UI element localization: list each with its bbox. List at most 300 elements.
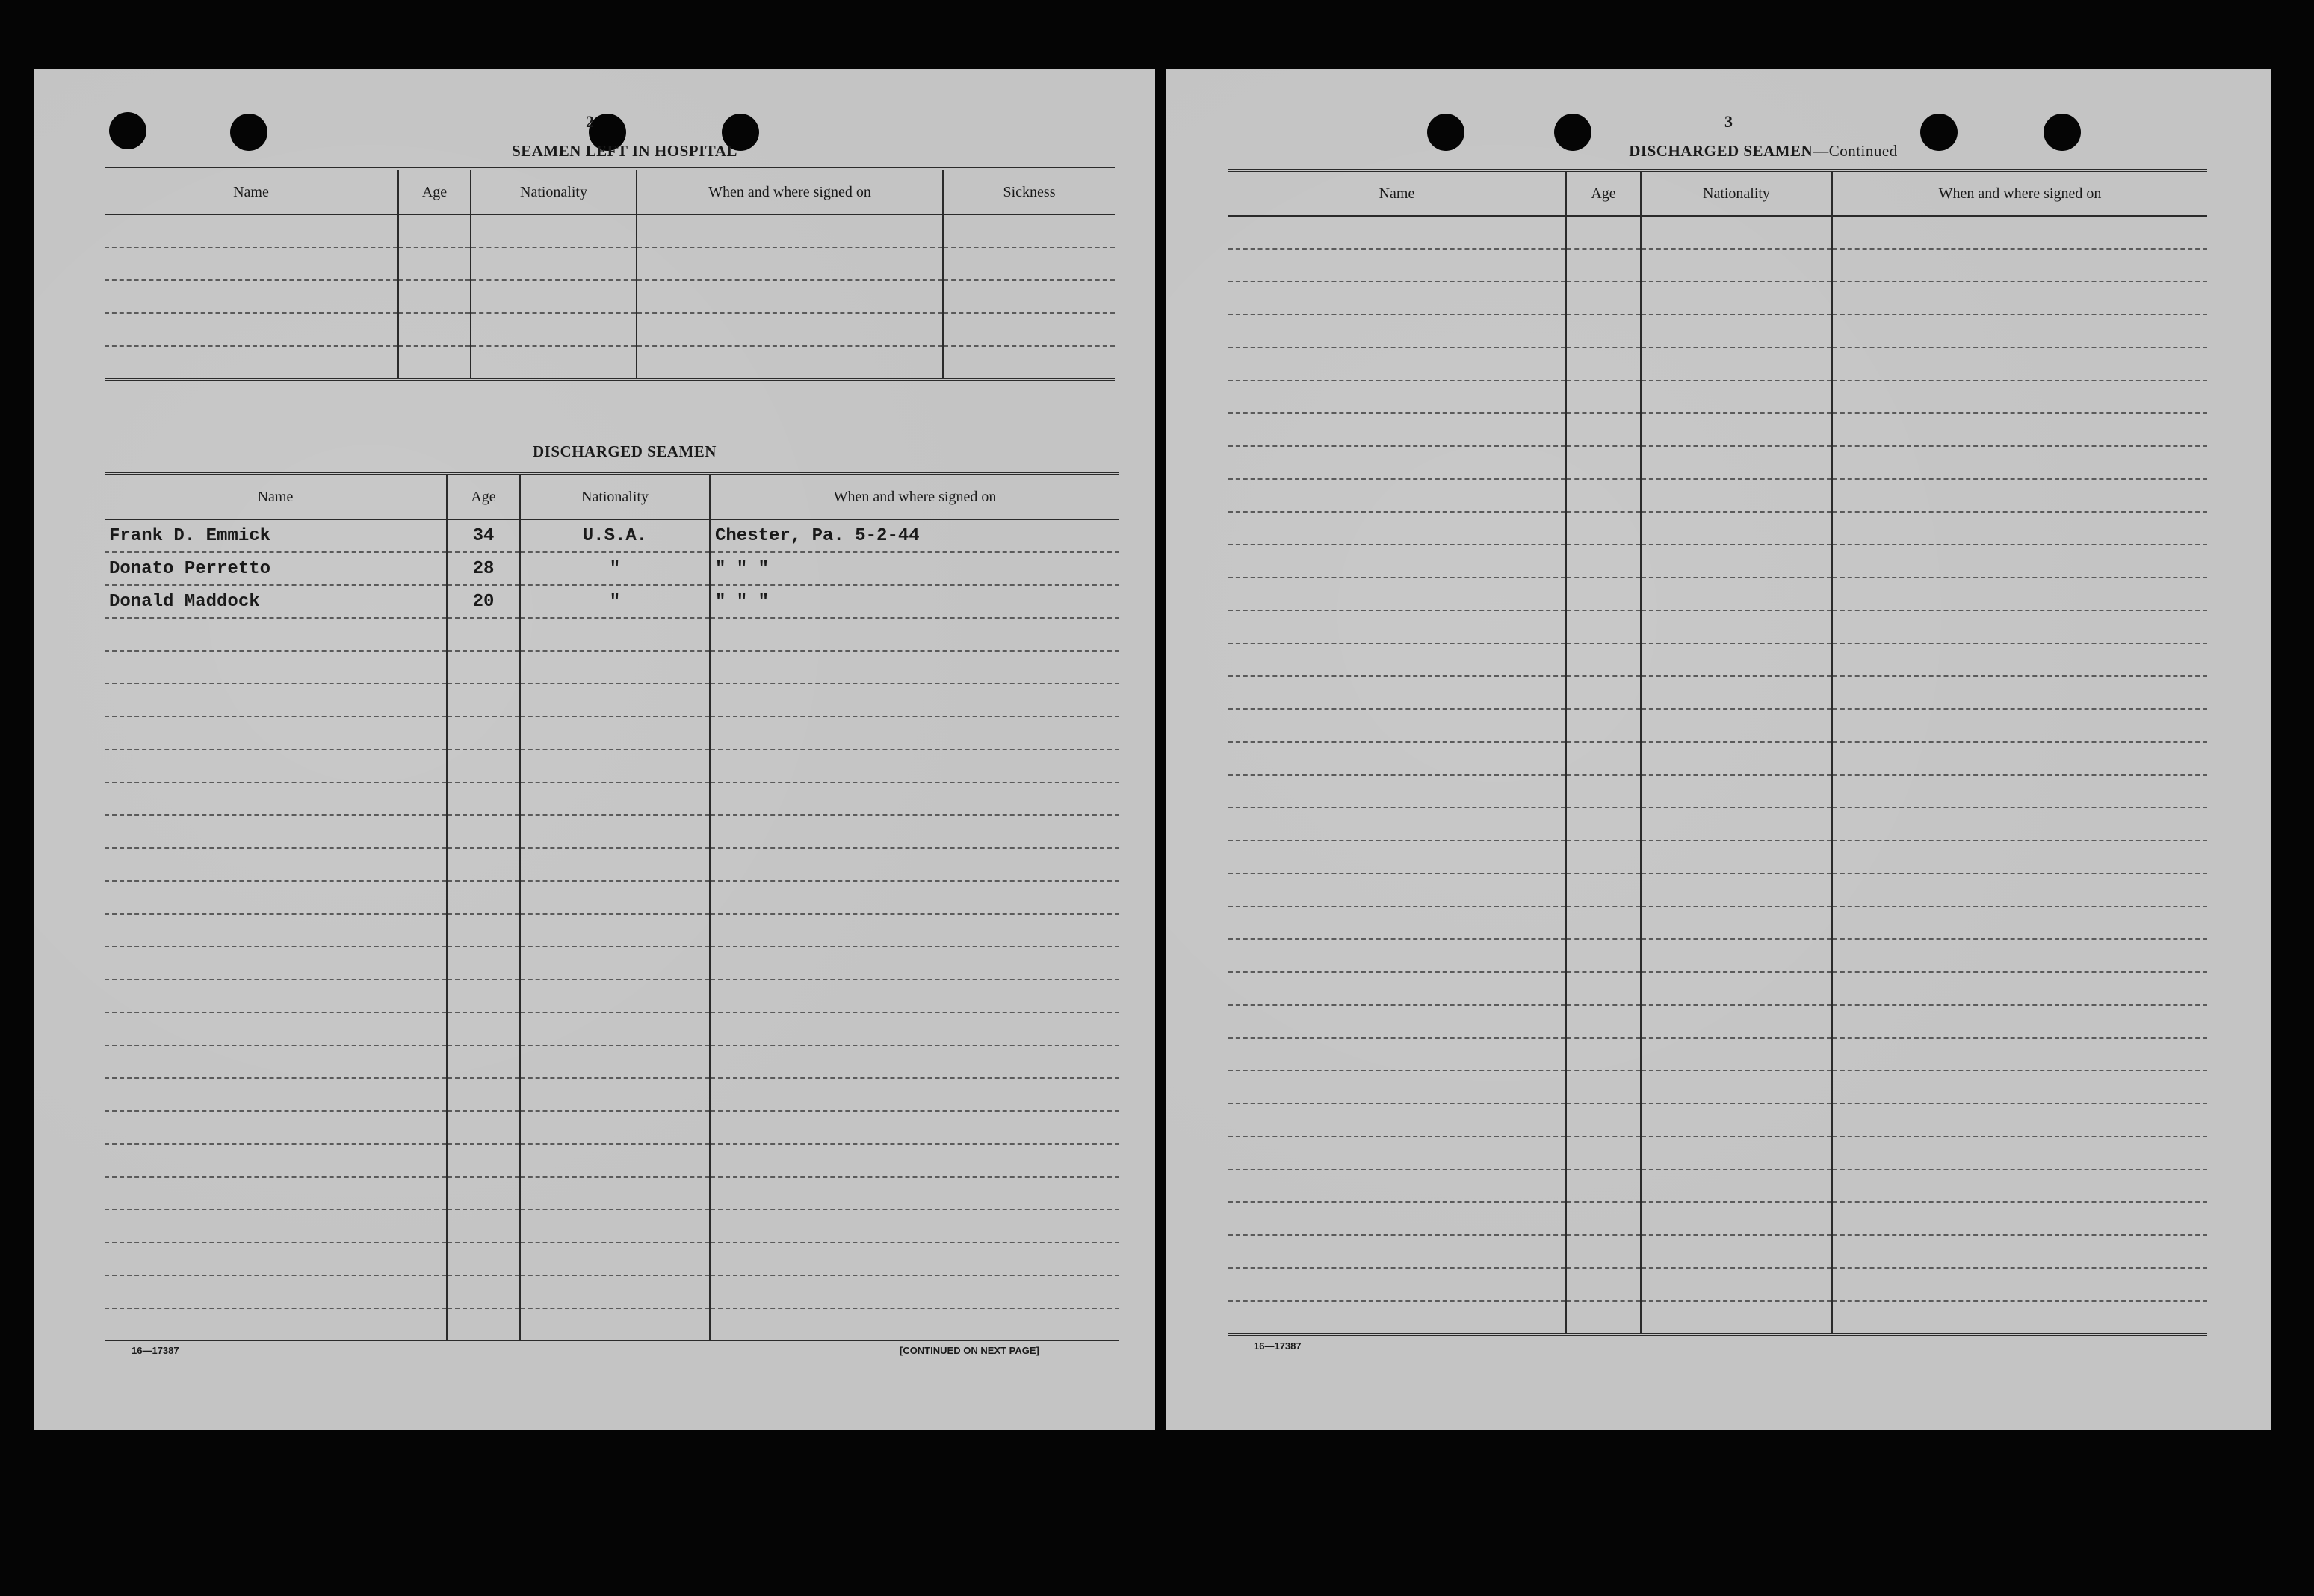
table-row (1228, 742, 2207, 775)
binder-hole (1427, 114, 1464, 151)
nationality-cell (1641, 479, 1832, 512)
form-number: 16—17387 (1254, 1340, 1302, 1352)
name-cell (105, 618, 447, 651)
age-cell (447, 684, 520, 717)
nationality-cell (520, 1078, 710, 1111)
age-cell (1566, 742, 1641, 775)
nationality-cell (520, 651, 710, 684)
signed-on-cell (1832, 315, 2207, 347)
table-row (1228, 610, 2207, 643)
name-cell (1228, 873, 1566, 906)
name-cell (1228, 1005, 1566, 1038)
nationality-cell (520, 618, 710, 651)
discharged-section-title: DISCHARGED SEAMEN (533, 442, 717, 460)
nationality-cell (520, 1045, 710, 1078)
table-row (1228, 545, 2207, 578)
table-row (1228, 1038, 2207, 1071)
age-cell (1566, 512, 1641, 545)
age-cell (447, 618, 520, 651)
signed-on-cell (710, 848, 1119, 881)
age-cell (1566, 1071, 1641, 1104)
nationality-cell (1641, 676, 1832, 709)
table-row (105, 881, 1119, 914)
age-cell (447, 749, 520, 782)
age-cell (447, 1045, 520, 1078)
nationality-cell (520, 782, 710, 815)
nationality-cell (1641, 939, 1832, 972)
signed-on-cell (1832, 808, 2207, 841)
age-cell (447, 1144, 520, 1177)
signed-on-cell (1832, 1235, 2207, 1268)
column-header: Name (1228, 170, 1566, 216)
name-cell (105, 717, 447, 749)
table-row (1228, 413, 2207, 446)
form-number: 16—17387 (132, 1345, 179, 1356)
name-cell (105, 1111, 447, 1144)
age-cell (1566, 545, 1641, 578)
age-cell (1566, 1235, 1641, 1268)
age-cell (1566, 610, 1641, 643)
signed-on-cell (1832, 512, 2207, 545)
nationality-cell (520, 881, 710, 914)
age-cell (1566, 841, 1641, 873)
nationality-cell (1641, 1301, 1832, 1334)
nationality-cell (1641, 446, 1832, 479)
age-cell (1566, 709, 1641, 742)
name-cell (105, 1078, 447, 1111)
age-cell (447, 1243, 520, 1275)
table-row (1228, 479, 2207, 512)
column-header: When and where signed on (637, 169, 943, 214)
table-row (1228, 216, 2207, 249)
nationality-cell (520, 815, 710, 848)
nationality-cell (1641, 216, 1832, 249)
signed-on-cell (1832, 578, 2207, 610)
column-header: Name (105, 169, 398, 214)
age-cell (1566, 1005, 1641, 1038)
column-header: Age (1566, 170, 1641, 216)
name-cell (105, 1275, 447, 1308)
age-cell (1566, 1104, 1641, 1136)
age-cell (447, 1275, 520, 1308)
table-row (105, 684, 1119, 717)
nationality-cell (1641, 315, 1832, 347)
continued-note: [CONTINUED ON NEXT PAGE] (900, 1345, 1039, 1356)
name-cell (1228, 643, 1566, 676)
nationality-cell (1641, 1268, 1832, 1301)
table-row (105, 1210, 1119, 1243)
age-cell (1566, 972, 1641, 1005)
name-cell (105, 914, 447, 947)
name-cell (1228, 709, 1566, 742)
name-cell (1228, 512, 1566, 545)
table-row (105, 914, 1119, 947)
column-header: Age (447, 474, 520, 519)
column-header: Age (398, 169, 471, 214)
name-cell (1228, 1104, 1566, 1136)
age-cell (1566, 1038, 1641, 1071)
nationality-cell (1641, 610, 1832, 643)
hospital-section-title: SEAMEN LEFT IN HOSPITAL (512, 142, 737, 160)
table-row (1228, 282, 2207, 315)
signed-on-cell (1832, 216, 2207, 249)
signed-on-cell (1832, 742, 2207, 775)
table-row (105, 618, 1119, 651)
name-cell (1228, 1169, 1566, 1202)
name-cell (105, 1308, 447, 1342)
table-row (1228, 906, 2207, 939)
signed-on-cell (1832, 446, 2207, 479)
signed-on-cell: " " " (710, 552, 1119, 585)
age-cell (447, 1308, 520, 1342)
signed-on-cell (710, 1045, 1119, 1078)
name-cell (1228, 1268, 1566, 1301)
signed-on-cell (710, 717, 1119, 749)
name-cell: Donato Perretto (105, 552, 447, 585)
nationality-cell (1641, 512, 1832, 545)
hospital-table (105, 167, 1115, 381)
nationality-cell (520, 1177, 710, 1210)
age-cell (447, 1078, 520, 1111)
signed-on-cell (1832, 709, 2207, 742)
table-row (1228, 1235, 2207, 1268)
age-cell (1566, 1202, 1641, 1235)
page-number: 3 (1724, 112, 1733, 131)
column-header: Nationality (1641, 170, 1832, 216)
column-header: When and where signed on (1832, 170, 2207, 216)
signed-on-cell (710, 947, 1119, 980)
name-cell (105, 1045, 447, 1078)
signed-on-cell (710, 815, 1119, 848)
nationality-cell (1641, 1136, 1832, 1169)
name-cell: Frank D. Emmick (105, 519, 447, 552)
nationality-cell (1641, 1104, 1832, 1136)
age-cell (447, 947, 520, 980)
signed-on-cell (1832, 1104, 2207, 1136)
table-row (105, 1111, 1119, 1144)
name-cell (105, 881, 447, 914)
nationality-cell (1641, 347, 1832, 380)
signed-on-cell (1832, 610, 2207, 643)
nationality-cell: U.S.A. (520, 519, 710, 552)
name-cell (1228, 216, 1566, 249)
name-cell (1228, 775, 1566, 808)
table-row (1228, 709, 2207, 742)
table-row (105, 782, 1119, 815)
nationality-cell (1641, 775, 1832, 808)
age-cell (1566, 578, 1641, 610)
nationality-cell (1641, 1235, 1832, 1268)
right-page (1166, 69, 2271, 1430)
age-cell (1566, 282, 1641, 315)
nationality-cell (1641, 1071, 1832, 1104)
name-cell (1228, 578, 1566, 610)
table-row (105, 1275, 1119, 1308)
signed-on-cell (1832, 1202, 2207, 1235)
signed-on-cell (710, 1144, 1119, 1177)
nationality-cell (1641, 709, 1832, 742)
table-row (105, 848, 1119, 881)
age-cell: 20 (447, 585, 520, 618)
table-row (105, 980, 1119, 1012)
signed-on-cell (1832, 1268, 2207, 1301)
nationality-cell (1641, 413, 1832, 446)
age-cell (447, 881, 520, 914)
table-row (1228, 841, 2207, 873)
age-cell (1566, 1169, 1641, 1202)
age-cell (1566, 249, 1641, 282)
age-cell (447, 848, 520, 881)
name-cell: Donald Maddock (105, 585, 447, 618)
signed-on-cell (1832, 282, 2207, 315)
name-cell (1228, 1202, 1566, 1235)
column-header: When and where signed on (710, 474, 1119, 519)
age-cell (1566, 1301, 1641, 1334)
table-row (1228, 939, 2207, 972)
nationality-cell (1641, 873, 1832, 906)
left-page (34, 69, 1155, 1430)
signed-on-cell (1832, 775, 2207, 808)
table-row (1228, 380, 2207, 413)
age-cell (447, 717, 520, 749)
age-cell (447, 815, 520, 848)
nationality-cell (520, 1308, 710, 1342)
table-row (1228, 512, 2207, 545)
signed-on-cell (1832, 1301, 2207, 1334)
discharged-continued-table (1228, 169, 2207, 1336)
signed-on-cell (1832, 676, 2207, 709)
name-cell (105, 782, 447, 815)
signed-on-cell (1832, 413, 2207, 446)
table-row (105, 552, 1119, 585)
hospital-header-row (105, 169, 1115, 214)
age-cell (447, 1111, 520, 1144)
nationality-cell (520, 1012, 710, 1045)
table-row (1228, 578, 2207, 610)
nationality-cell (1641, 841, 1832, 873)
signed-on-cell (1832, 347, 2207, 380)
nationality-cell (520, 1144, 710, 1177)
age-cell (1566, 479, 1641, 512)
age-cell (1566, 380, 1641, 413)
age-cell (1566, 808, 1641, 841)
table-row (1228, 1071, 2207, 1104)
signed-on-cell (1832, 1005, 2207, 1038)
discharged-continued-title (1554, 142, 1973, 161)
discharged-table (105, 472, 1119, 1343)
table-row (105, 947, 1119, 980)
age-cell (447, 1177, 520, 1210)
name-cell (1228, 1301, 1566, 1334)
nationality-cell (1641, 906, 1832, 939)
nationality-cell (520, 749, 710, 782)
name-cell (105, 1243, 447, 1275)
signed-on-cell (710, 1111, 1119, 1144)
binder-hole (109, 112, 146, 149)
signed-on-cell (1832, 1136, 2207, 1169)
age-cell (1566, 939, 1641, 972)
nationality-cell (520, 848, 710, 881)
binder-hole (230, 114, 267, 151)
name-cell (105, 1210, 447, 1243)
nationality-cell (520, 717, 710, 749)
table-row (105, 1078, 1119, 1111)
age-cell (1566, 676, 1641, 709)
name-cell (1228, 315, 1566, 347)
signed-on-cell: " " " (710, 585, 1119, 618)
table-row (1228, 1169, 2207, 1202)
name-cell (105, 815, 447, 848)
nationality-cell (1641, 643, 1832, 676)
age-cell (1566, 347, 1641, 380)
signed-on-cell (1832, 249, 2207, 282)
name-cell (1228, 1038, 1566, 1071)
signed-on-cell (1832, 841, 2207, 873)
table-row (1228, 1301, 2207, 1334)
title-continued: —Continued (1813, 142, 1898, 160)
name-cell (1228, 282, 1566, 315)
table-row (1228, 1005, 2207, 1038)
signed-on-cell (710, 782, 1119, 815)
title-main: DISCHARGED SEAMEN (1629, 142, 1813, 160)
name-cell (1228, 1136, 1566, 1169)
nationality-cell: " (520, 585, 710, 618)
name-cell (105, 1144, 447, 1177)
name-cell (1228, 610, 1566, 643)
table-row (1228, 347, 2207, 380)
age-cell (1566, 315, 1641, 347)
age-cell (447, 651, 520, 684)
table-row (1228, 1202, 2207, 1235)
table-row (105, 214, 1115, 247)
discharged-header-row (105, 474, 1119, 519)
name-cell (1228, 347, 1566, 380)
nationality-cell (1641, 1038, 1832, 1071)
signed-on-cell: Chester, Pa. 5-2-44 (710, 519, 1119, 552)
signed-on-cell (710, 914, 1119, 947)
nationality-cell (520, 1275, 710, 1308)
table-row (1228, 808, 2207, 841)
name-cell (105, 684, 447, 717)
nationality-cell: " (520, 552, 710, 585)
table-row (105, 717, 1119, 749)
name-cell (1228, 413, 1566, 446)
table-row (105, 1045, 1119, 1078)
nationality-cell (1641, 1169, 1832, 1202)
page-number: 2 (586, 112, 594, 131)
table-row (105, 280, 1115, 313)
signed-on-cell (710, 684, 1119, 717)
age-cell: 34 (447, 519, 520, 552)
age-cell (447, 1210, 520, 1243)
nationality-cell (520, 1210, 710, 1243)
table-row (1228, 873, 2207, 906)
signed-on-cell (1832, 643, 2207, 676)
table-row (1228, 643, 2207, 676)
nationality-cell (1641, 742, 1832, 775)
nationality-cell (520, 1111, 710, 1144)
age-cell (1566, 873, 1641, 906)
age-cell (1566, 1268, 1641, 1301)
age-cell (1566, 643, 1641, 676)
nationality-cell (1641, 380, 1832, 413)
signed-on-cell (710, 980, 1119, 1012)
nationality-cell (1641, 282, 1832, 315)
signed-on-cell (1832, 939, 2207, 972)
column-header: Nationality (471, 169, 637, 214)
table-row (105, 313, 1115, 346)
signed-on-cell (710, 1078, 1119, 1111)
signed-on-cell (710, 1243, 1119, 1275)
table-row (105, 749, 1119, 782)
table-row (1228, 1104, 2207, 1136)
signed-on-cell (710, 1012, 1119, 1045)
signed-on-cell (1832, 545, 2207, 578)
signed-on-cell (1832, 972, 2207, 1005)
table-row (105, 1144, 1119, 1177)
table-row (1228, 315, 2207, 347)
column-header: Name (105, 474, 447, 519)
table-row (105, 247, 1115, 280)
nationality-cell (1641, 249, 1832, 282)
table-row (105, 1308, 1119, 1342)
name-cell (1228, 249, 1566, 282)
age-cell (1566, 1136, 1641, 1169)
age-cell (1566, 775, 1641, 808)
name-cell (1228, 808, 1566, 841)
signed-on-cell (1832, 479, 2207, 512)
age-cell (447, 914, 520, 947)
name-cell (1228, 1071, 1566, 1104)
table-row (105, 1243, 1119, 1275)
name-cell (1228, 676, 1566, 709)
nationality-cell (520, 914, 710, 947)
signed-on-cell (710, 881, 1119, 914)
name-cell (105, 848, 447, 881)
name-cell (105, 651, 447, 684)
signed-on-cell (1832, 380, 2207, 413)
name-cell (1228, 906, 1566, 939)
signed-on-cell (1832, 873, 2207, 906)
name-cell (1228, 1235, 1566, 1268)
nationality-cell (520, 947, 710, 980)
name-cell (1228, 446, 1566, 479)
nationality-cell (1641, 1005, 1832, 1038)
signed-on-cell (1832, 906, 2207, 939)
name-cell (105, 749, 447, 782)
signed-on-cell (710, 1275, 1119, 1308)
nationality-cell (1641, 545, 1832, 578)
age-cell: 28 (447, 552, 520, 585)
name-cell (105, 1012, 447, 1045)
name-cell (105, 947, 447, 980)
signed-on-cell (1832, 1071, 2207, 1104)
table-row (105, 519, 1119, 552)
table-row (105, 815, 1119, 848)
name-cell (1228, 742, 1566, 775)
name-cell (1228, 479, 1566, 512)
nationality-cell (520, 1243, 710, 1275)
table-row (105, 651, 1119, 684)
signed-on-cell (710, 1308, 1119, 1342)
signed-on-cell (710, 651, 1119, 684)
nationality-cell (1641, 1202, 1832, 1235)
signed-on-cell (710, 1210, 1119, 1243)
signed-on-cell (710, 618, 1119, 651)
table-row (1228, 249, 2207, 282)
table-row (105, 1177, 1119, 1210)
name-cell (1228, 380, 1566, 413)
